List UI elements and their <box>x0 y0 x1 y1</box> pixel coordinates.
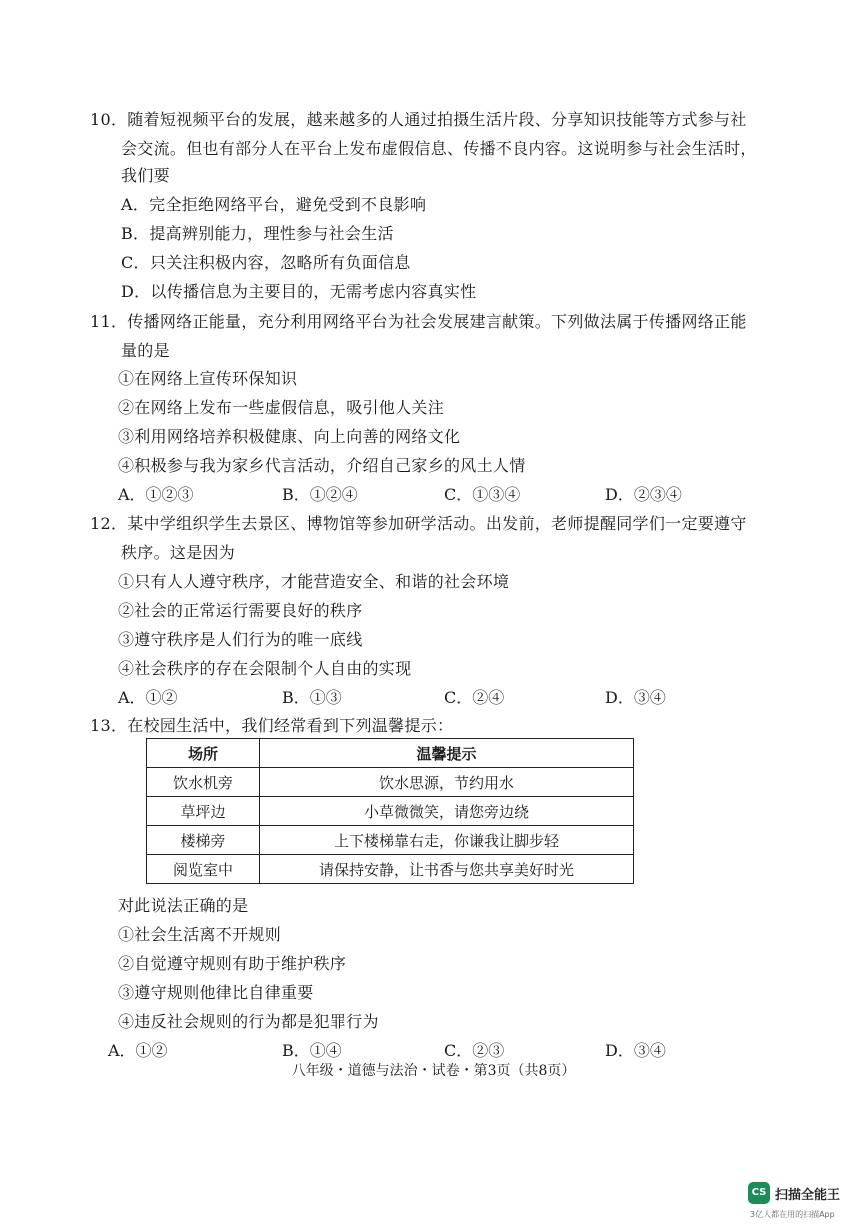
table-cell-tip: 小草微微笑，请您旁边绕 <box>260 797 634 826</box>
table-row <box>147 855 634 884</box>
q10-option-a: A．完全拒绝网络平台，避免受到不良影响 <box>121 195 427 214</box>
q13-lead: 对此说法正确的是 <box>118 896 249 915</box>
table-cell-tip: 饮水思源，节约用水 <box>260 768 634 797</box>
q12-item-3: ③遵守秩序是人们行为的唯一底线 <box>118 630 363 649</box>
scanner-watermark <box>748 1182 858 1222</box>
q10-option-b: B．提高辨别能力，理性参与社会生活 <box>121 224 394 243</box>
q10-stem-line-2: 会交流。但也有部分人在平台上发布虚假信息、传播不良内容。这说明参与社会生活时， <box>121 139 757 158</box>
q13-item-4: ④违反社会规则的行为都是犯罪行为 <box>118 1012 379 1031</box>
watermark-title: 扫描全能王 <box>775 1188 841 1203</box>
q12-choice-d: D．③④ <box>605 688 666 707</box>
q12-choices <box>118 688 718 708</box>
q13-choice-d: D．③④ <box>605 1041 666 1060</box>
q10-stem-line-3: 我们要 <box>121 166 170 185</box>
q11-stem-line-1: 11．传播网络正能量，充分利用网络平台为社会发展建言献策。下列做法属于传播网络正能 <box>90 312 747 331</box>
q11-item-3: ③利用网络培养积极健康、向上向善的网络文化 <box>118 427 461 446</box>
table-header-place: 场所 <box>147 739 260 768</box>
q13-item-1: ①社会生活离不开规则 <box>118 925 282 944</box>
q12-stem-line-2: 秩序。这是因为 <box>121 543 236 562</box>
q11-choice-a: A．①②③ <box>118 485 194 504</box>
q13-item-3: ③遵守规则他律比自律重要 <box>118 983 314 1002</box>
table-cell-place: 草坪边 <box>147 797 260 826</box>
q12-choice-c: C．②④ <box>444 688 505 707</box>
q12-stem-line-1: 12．某中学组织学生去景区、博物馆等参加研学活动。出发前，老师提醒同学们一定要遵守 <box>90 514 747 533</box>
q10-option-d: D．以传播信息为主要目的，无需考虑内容真实性 <box>121 282 477 301</box>
table-row <box>147 768 634 797</box>
q11-choice-c: C．①③④ <box>444 485 521 504</box>
q11-item-4: ④积极参与我为家乡代言活动，介绍自己家乡的风土人情 <box>118 456 526 475</box>
q11-choices <box>118 485 718 505</box>
q12-item-2: ②社会的正常运行需要良好的秩序 <box>118 601 363 620</box>
q13-choices <box>108 1041 708 1061</box>
table-row <box>147 797 634 826</box>
table-cell-place: 阅览室中 <box>147 855 260 884</box>
q13-item-2: ②自觉遵守规则有助于维护秩序 <box>118 954 347 973</box>
q13-choice-a: A．①② <box>108 1041 168 1060</box>
q11-item-2: ②在网络上发布一些虚假信息，吸引他人关注 <box>118 398 445 417</box>
table-header-row <box>147 739 634 768</box>
table-header-tip: 温馨提示 <box>260 739 634 768</box>
q12-choice-a: A．①② <box>118 688 178 707</box>
table-cell-tip: 上下楼梯靠右走，你谦我让脚步轻 <box>260 826 634 855</box>
table-row <box>147 826 634 855</box>
q12-item-4: ④社会秩序的存在会限制个人自由的实现 <box>118 659 412 678</box>
q13-choice-c: C．②③ <box>444 1041 505 1060</box>
q10-stem-line-1: 10．随着短视频平台的发展，越来越多的人通过拍摄生活片段、分享知识技能等方式参与社 <box>90 110 747 129</box>
q12-choice-b: B．①③ <box>282 688 342 707</box>
watermark-subtitle: 3亿人都在用的扫描App <box>750 1210 835 1219</box>
q13-stem: 13．在校园生活中，我们经常看到下列温馨提示： <box>90 716 454 735</box>
table-cell-tip: 请保持安静，让书香与您共享美好时光 <box>260 855 634 884</box>
q10-option-c: C．只关注积极内容，忽略所有负面信息 <box>121 253 411 272</box>
q11-choice-d: D．②③④ <box>605 485 682 504</box>
camscanner-logo-icon: CS <box>748 1182 770 1204</box>
page-footer: 八年级・道德与法治・试卷・第3页（共8页） <box>291 1063 576 1079</box>
tips-table <box>146 738 634 884</box>
q12-item-1: ①只有人人遵守秩序，才能营造安全、和谐的社会环境 <box>118 572 510 591</box>
table-cell-place: 楼梯旁 <box>147 826 260 855</box>
q11-item-1: ①在网络上宣传环保知识 <box>118 369 298 388</box>
q11-choice-b: B．①②④ <box>282 485 358 504</box>
q13-choice-b: B．①④ <box>282 1041 342 1060</box>
q11-stem-line-2: 量的是 <box>121 341 170 360</box>
table-cell-place: 饮水机旁 <box>147 768 260 797</box>
